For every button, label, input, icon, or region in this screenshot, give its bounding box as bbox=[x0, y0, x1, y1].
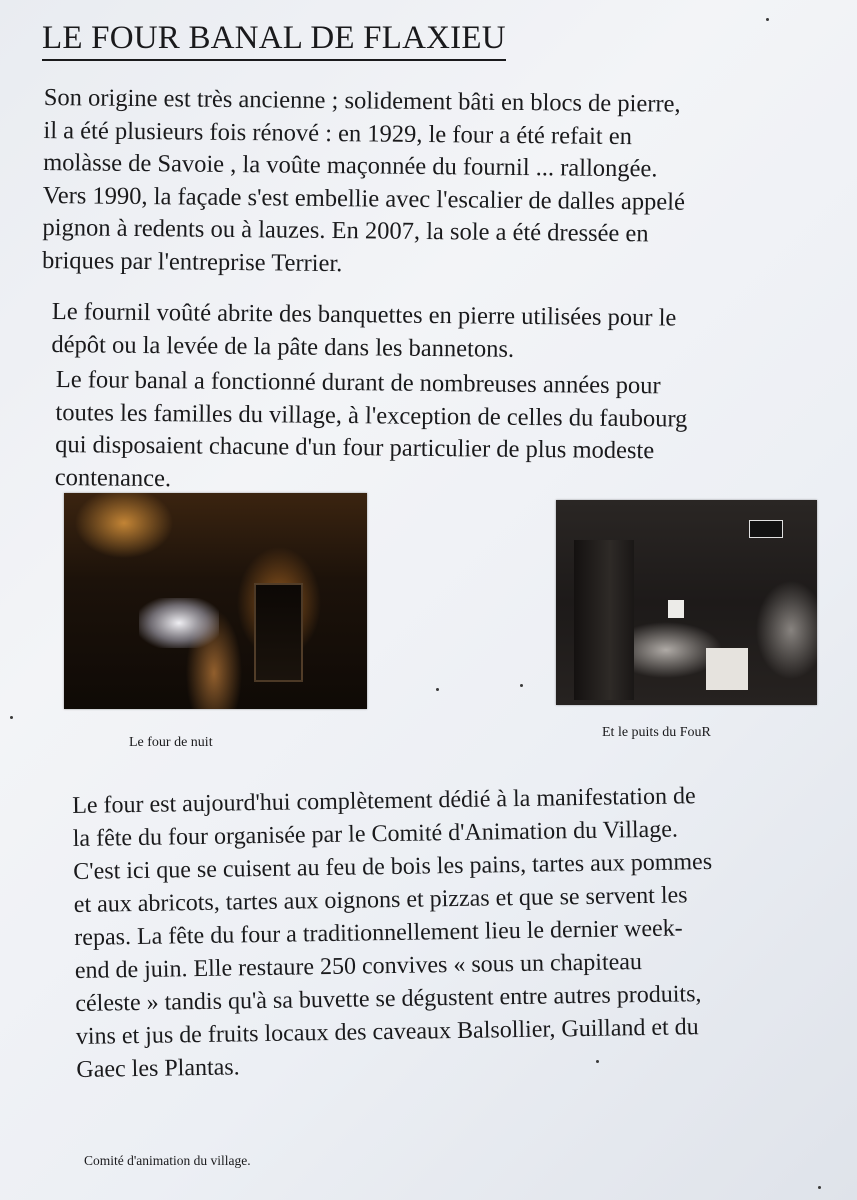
text-line: et aux abricots, tartes aux oignons et pizzas et que se servent les bbox=[73, 882, 688, 918]
text-line: briques par l'entreprise Terrier. bbox=[41, 246, 343, 277]
photo-stone-block bbox=[706, 648, 748, 690]
usage-paragraph bbox=[55, 364, 688, 501]
festival-paragraph bbox=[72, 780, 715, 1087]
text-line: Le four banal a fonctionné durant de nombreuses années pour bbox=[55, 365, 661, 400]
fournil-paragraph bbox=[51, 296, 676, 368]
surface-speck bbox=[596, 1060, 599, 1063]
photo-cup bbox=[668, 600, 684, 618]
text-line: toutes les familles du village, à l'exception de celles du faubourg bbox=[55, 398, 688, 433]
text-line: vins et jus de fruits locaux des caveaux Balsollier, Guilland et du bbox=[75, 1014, 699, 1050]
text-line: molàsse de Savoie , la voûte maçonnée du fournil ... rallongée. bbox=[43, 148, 658, 183]
text-line: la fête du four organisée par le Comité d'Animation du Village. bbox=[72, 816, 679, 852]
text-line: il a été plusieurs fois rénové : en 1929, le four a été refait en bbox=[43, 116, 633, 150]
text-line: end de juin. Elle restaure 250 convives « sous un chapiteau bbox=[74, 949, 643, 984]
surface-speck bbox=[818, 1186, 821, 1189]
text-line: Gaec les Plantas. bbox=[76, 1054, 240, 1083]
text-line: C'est ici que se cuisent au feu de bois les pains, tartes aux pommes bbox=[73, 848, 713, 885]
surface-speck bbox=[10, 716, 13, 719]
text-line: dépôt ou la levée de la pâte dans les bannetons. bbox=[51, 330, 515, 363]
text-line: repas. La fête du four a traditionnellement lieu le dernier week- bbox=[74, 915, 683, 951]
surface-speck bbox=[436, 688, 439, 691]
photo-light-glow bbox=[139, 598, 219, 648]
history-paragraph bbox=[42, 82, 686, 284]
oven-night-photo bbox=[64, 493, 367, 709]
photo-sign bbox=[749, 520, 783, 538]
notice-title: LE FOUR BANAL DE FLAXIEU bbox=[42, 18, 506, 61]
surface-speck bbox=[520, 684, 523, 687]
surface-speck bbox=[766, 18, 769, 21]
text-line: céleste » tandis qu'à sa buvette se dégustent entre autres produits, bbox=[75, 981, 702, 1017]
text-line: Son origine est très ancienne ; solidement bâti en blocs de pierre, bbox=[43, 83, 681, 118]
footer-signature: Comité d'animation du village. bbox=[84, 1153, 251, 1168]
text-line: qui disposaient chacune d'un four particulier de plus modeste bbox=[55, 430, 655, 465]
text-line: Vers 1990, la façade s'est embellie avec l'escalier de dalles appelé bbox=[42, 181, 686, 216]
text-line: contenance. bbox=[54, 463, 172, 492]
text-line: pignon à redents ou à lauzes. En 2007, la sole a été dressée en bbox=[42, 213, 649, 248]
text-line: Le fournil voûté abrite des banquettes en pierre utilisées pour le bbox=[51, 297, 677, 332]
text-line: Le four est aujourd'hui complètement dédié à la manifestation de bbox=[72, 783, 696, 819]
photo-oven-door bbox=[254, 583, 303, 682]
well-photo bbox=[556, 500, 817, 705]
left-photo-caption: Le four de nuit bbox=[129, 735, 213, 750]
photo-pillar bbox=[574, 540, 634, 700]
right-photo-caption: Et le puits du FouR bbox=[602, 725, 711, 740]
